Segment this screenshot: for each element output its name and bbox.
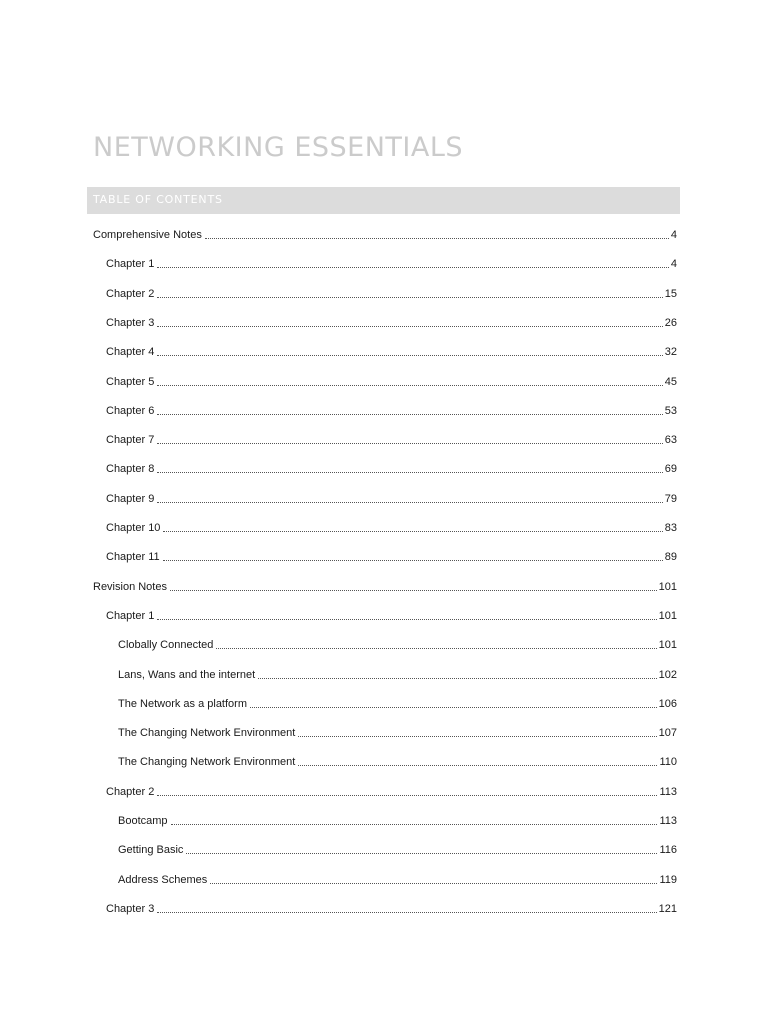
- toc-dot-leader: [205, 238, 669, 239]
- toc-entry-label: Chapter 5: [106, 376, 155, 388]
- toc-entry-label: Chapter 2: [106, 288, 155, 300]
- toc-entry[interactable]: [106, 314, 677, 330]
- toc-entry[interactable]: [106, 519, 677, 535]
- toc-entry[interactable]: [106, 783, 677, 799]
- toc-entry-label: Chapter 3: [106, 903, 155, 915]
- toc-dot-leader: [157, 297, 662, 298]
- toc-dot-leader: [157, 385, 662, 386]
- toc-dot-leader: [157, 267, 669, 268]
- toc-entry-page-number: 106: [658, 698, 677, 710]
- toc-dot-leader: [170, 590, 657, 591]
- toc-entry-page-number: 101: [658, 639, 677, 651]
- toc-entry[interactable]: [118, 666, 677, 682]
- toc-entry-label: Lans, Wans and the internet: [118, 669, 256, 681]
- toc-entry-page-number: 79: [664, 493, 677, 505]
- toc-entry[interactable]: [118, 695, 677, 711]
- toc-entry-label: Chapter 2: [106, 786, 155, 798]
- toc-entry-page-number: 113: [659, 786, 677, 798]
- toc-entry[interactable]: [118, 724, 677, 740]
- toc-entry-label: Getting Basic: [118, 844, 184, 856]
- toc-entry[interactable]: [118, 871, 677, 887]
- toc-entry[interactable]: [106, 255, 677, 271]
- toc-dot-leader: [250, 707, 657, 708]
- toc-entry-label: Revision Notes: [93, 581, 167, 593]
- toc-entry-page-number: 116: [659, 844, 677, 856]
- toc-entry-label: Chapter 8: [106, 463, 155, 475]
- toc-entry-label: The Changing Network Environment: [118, 756, 296, 768]
- toc-entry[interactable]: [106, 490, 677, 506]
- toc-entry-page-number: 4: [670, 229, 677, 241]
- toc-entry-page-number: 107: [658, 727, 677, 739]
- toc-entry-page-number: 53: [664, 405, 677, 417]
- toc-entry-page-number: 113: [659, 815, 677, 827]
- toc-dot-leader: [163, 531, 662, 532]
- toc-entry[interactable]: [118, 636, 677, 652]
- toc-dot-leader: [298, 736, 656, 737]
- toc-entry-label: The Network as a platform: [118, 698, 247, 710]
- toc-entry-label: Clobally Connected: [118, 639, 214, 651]
- toc-entry-label: Chapter 1: [106, 258, 155, 270]
- toc-entry[interactable]: [106, 460, 677, 476]
- toc-entry-label: Chapter 3: [106, 317, 155, 329]
- toc-entry-page-number: 121: [658, 903, 677, 915]
- toc-entry[interactable]: [118, 753, 677, 769]
- toc-entry-label: Comprehensive Notes: [93, 229, 202, 241]
- toc-dot-leader: [171, 824, 658, 825]
- toc-entry-label: Bootcamp: [118, 815, 168, 827]
- toc-entry-page-number: 102: [658, 669, 677, 681]
- toc-entry-page-number: 83: [664, 522, 677, 534]
- toc-entry[interactable]: [118, 841, 677, 857]
- toc-dot-leader: [157, 502, 662, 503]
- toc-entry[interactable]: [106, 900, 677, 916]
- toc-entry[interactable]: [118, 812, 677, 828]
- toc-dot-leader: [157, 619, 656, 620]
- toc-entry[interactable]: [106, 402, 677, 418]
- toc-entry[interactable]: [106, 548, 677, 564]
- toc-entry-label: Chapter 6: [106, 405, 155, 417]
- toc-entry-label: Chapter 9: [106, 493, 155, 505]
- toc-dot-leader: [157, 355, 662, 356]
- toc-entry-label: Chapter 11: [106, 551, 160, 563]
- toc-dot-leader: [210, 883, 657, 884]
- toc-dot-leader: [157, 912, 656, 913]
- toc-entry-page-number: 89: [664, 551, 677, 563]
- toc-entry-label: Chapter 1: [106, 610, 155, 622]
- toc-entry[interactable]: [106, 373, 677, 389]
- toc-entry-page-number: 69: [664, 463, 677, 475]
- toc-dot-leader: [157, 443, 662, 444]
- toc-dot-leader: [157, 472, 662, 473]
- toc-heading: TABLE OF CONTENTS: [93, 193, 223, 206]
- toc-dot-leader: [258, 678, 656, 679]
- toc-entry-page-number: 101: [658, 610, 677, 622]
- toc-entry-page-number: 32: [664, 346, 677, 358]
- toc-dot-leader: [157, 326, 662, 327]
- toc-entry-label: Chapter 7: [106, 434, 155, 446]
- toc-entry-page-number: 101: [658, 581, 677, 593]
- toc-entry-label: Chapter 4: [106, 346, 155, 358]
- toc-dot-leader: [163, 560, 663, 561]
- toc-dot-leader: [216, 648, 656, 649]
- toc-entry[interactable]: [93, 578, 677, 594]
- toc-entry[interactable]: [106, 343, 677, 359]
- toc-entry-page-number: 110: [659, 756, 677, 768]
- toc-entry-page-number: 63: [664, 434, 677, 446]
- toc-entry-label: Chapter 10: [106, 522, 161, 534]
- toc-entry-label: The Changing Network Environment: [118, 727, 296, 739]
- toc-entry-page-number: 15: [664, 288, 677, 300]
- toc-entry[interactable]: [93, 226, 677, 242]
- toc-entry[interactable]: [106, 607, 677, 623]
- toc-dot-leader: [157, 795, 657, 796]
- toc-entry-page-number: 4: [670, 258, 677, 270]
- toc-entry-label: Address Schemes: [118, 874, 208, 886]
- toc-entry[interactable]: [106, 285, 677, 301]
- toc-entry-page-number: 45: [664, 376, 677, 388]
- toc-entry-page-number: 119: [659, 874, 677, 886]
- toc-entry-page-number: 26: [664, 317, 677, 329]
- document-title: NETWORKING ESSENTIALS: [93, 132, 464, 163]
- toc-entry[interactable]: [106, 431, 677, 447]
- toc-dot-leader: [186, 853, 657, 854]
- toc-dot-leader: [157, 414, 662, 415]
- toc-dot-leader: [298, 765, 657, 766]
